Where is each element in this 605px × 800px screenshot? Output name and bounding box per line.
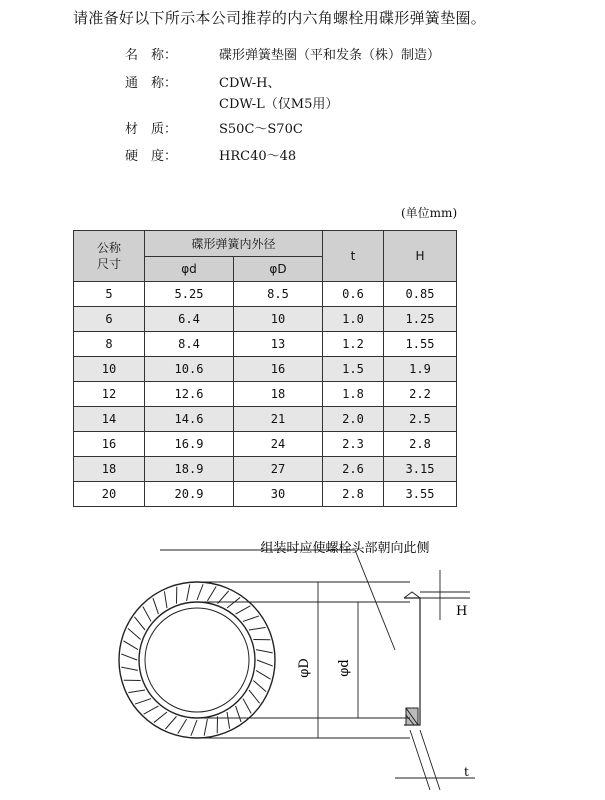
dim-t-label: t [464,765,469,779]
serration-tooth [153,598,158,614]
serration-tooth [207,586,216,600]
header-diameter-group: 碟形弹簧内外径 [145,231,323,257]
spec-hardness-label: 硬 度： [125,149,178,164]
serration-tooth [128,628,141,639]
serration-tooth [236,706,241,722]
table-cell: 1.2 [323,332,384,357]
table-cell: 18.9 [145,457,234,482]
serration-tooth [121,667,138,670]
serration-tooth [135,699,151,704]
serration-tooth [249,627,266,630]
table-cell: 2.5 [384,407,457,432]
table-cell: 18 [234,382,323,407]
table-cell: 0.6 [323,282,384,307]
serration-tooth [164,591,167,608]
header-inner-d: φd [145,256,234,282]
table-row [74,432,457,457]
table-row [74,332,457,357]
serration-tooth [128,690,145,693]
table-cell: 14.6 [145,407,234,432]
washer-size-table [73,230,457,507]
table-cell: 20.9 [145,482,234,507]
dim-d-label: φd [337,659,352,677]
serration-tooth [197,584,203,600]
table-cell: 8 [74,332,145,357]
table-cell: 5.25 [145,282,234,307]
serration-tooth [123,641,137,650]
serration-tooth [243,616,259,621]
table-cell: 16 [74,432,145,457]
serration-tooth [154,712,167,723]
table-cell: 1.8 [323,382,384,407]
header-nominal-size-text: 公称尺寸 [96,241,121,271]
spec-common-value-2: CDW-L（仅M5用） [219,97,339,112]
table-row [74,482,457,507]
table-cell: 2.2 [384,382,457,407]
intro-text: 请准备好以下所示本公司推荐的内六角螺栓用碟形弹簧垫圈。 [73,9,487,27]
table-row [74,357,457,382]
dim-H-label: H [456,604,468,619]
table-cell: 10.6 [145,357,234,382]
spec-common-label: 通 称： [125,76,178,91]
table-cell: 10 [74,357,145,382]
serration-tooth [165,716,176,729]
table-cell: 12.6 [145,382,234,407]
header-H: H [384,231,457,282]
serration-tooth [236,606,251,614]
table-cell: 24 [234,432,323,457]
table-cell: 8.5 [234,282,323,307]
table-cell: 18 [74,457,145,482]
serration-tooth [256,670,270,679]
header-nominal-size [74,231,145,282]
table-cell: 6 [74,307,145,332]
spec-name-label: 名 称： [125,48,178,63]
table-cell: 1.5 [323,357,384,382]
serration-tooth [178,719,187,733]
table-row [74,282,457,307]
unit-label: (单位mm) [401,206,458,220]
serration-tooth [257,660,273,666]
table-row [74,407,457,432]
table-cell: 16.9 [145,432,234,457]
table-cell: 20 [74,482,145,507]
spec-material-value: S50C～S70C [219,122,303,137]
table-cell: 2.6 [323,457,384,482]
serration-tooth [143,607,151,622]
table-cell: 3.55 [384,482,457,507]
table-cell: 1.25 [384,307,457,332]
table-cell: 2.8 [323,482,384,507]
serration-tooth [227,597,240,608]
spec-name-value: 碟形弹簧垫圈（平和发条（株）制造） [219,48,441,63]
table-row [74,457,457,482]
table-cell: 1.0 [323,307,384,332]
spec-common-value: CDW-H、 [219,76,281,91]
table-cell: 8.4 [145,332,234,357]
table-cell: 3.15 [384,457,457,482]
table-cell: 2.0 [323,407,384,432]
serration-tooth [187,584,190,601]
table-cell: 21 [234,407,323,432]
header-outer-D: φD [234,256,323,282]
dimension-lines [160,550,475,790]
table-cell: 27 [234,457,323,482]
table-cell: 30 [234,482,323,507]
table-cell: 12 [74,382,145,407]
header-t: t [323,231,384,282]
table-cell: 1.9 [384,357,457,382]
serration-tooth [134,617,145,630]
table-row [74,382,457,407]
serration-tooth [191,720,197,736]
serration-tooth [227,712,230,729]
serration-tooth [243,699,251,714]
table-row [74,307,457,332]
spec-material-label: 材 质： [125,122,178,137]
serration-tooth [204,719,207,736]
table-cell: 16 [234,357,323,382]
table-cell: 14 [74,407,145,432]
table-cell: 1.55 [384,332,457,357]
dim-D-label: φD [297,658,312,678]
spec-hardness-value: HRC40～48 [219,149,297,164]
table-cell: 5 [74,282,145,307]
serration-tooth [144,706,159,714]
serration-tooth [249,690,260,703]
assembly-note: 组装时应使螺栓头部朝向此侧 [260,541,430,556]
washer-front-view [119,582,275,738]
table-cell: 2.3 [323,432,384,457]
table-cell: 0.85 [384,282,457,307]
serration-tooth [253,681,266,692]
table-cell: 2.8 [384,432,457,457]
table-cell: 13 [234,332,323,357]
table-cell: 10 [234,307,323,332]
serration-tooth [121,654,137,660]
serration-tooth [256,650,273,653]
washer-drawing [0,520,605,800]
table-cell: 6.4 [145,307,234,332]
washer-side-view [404,592,420,725]
